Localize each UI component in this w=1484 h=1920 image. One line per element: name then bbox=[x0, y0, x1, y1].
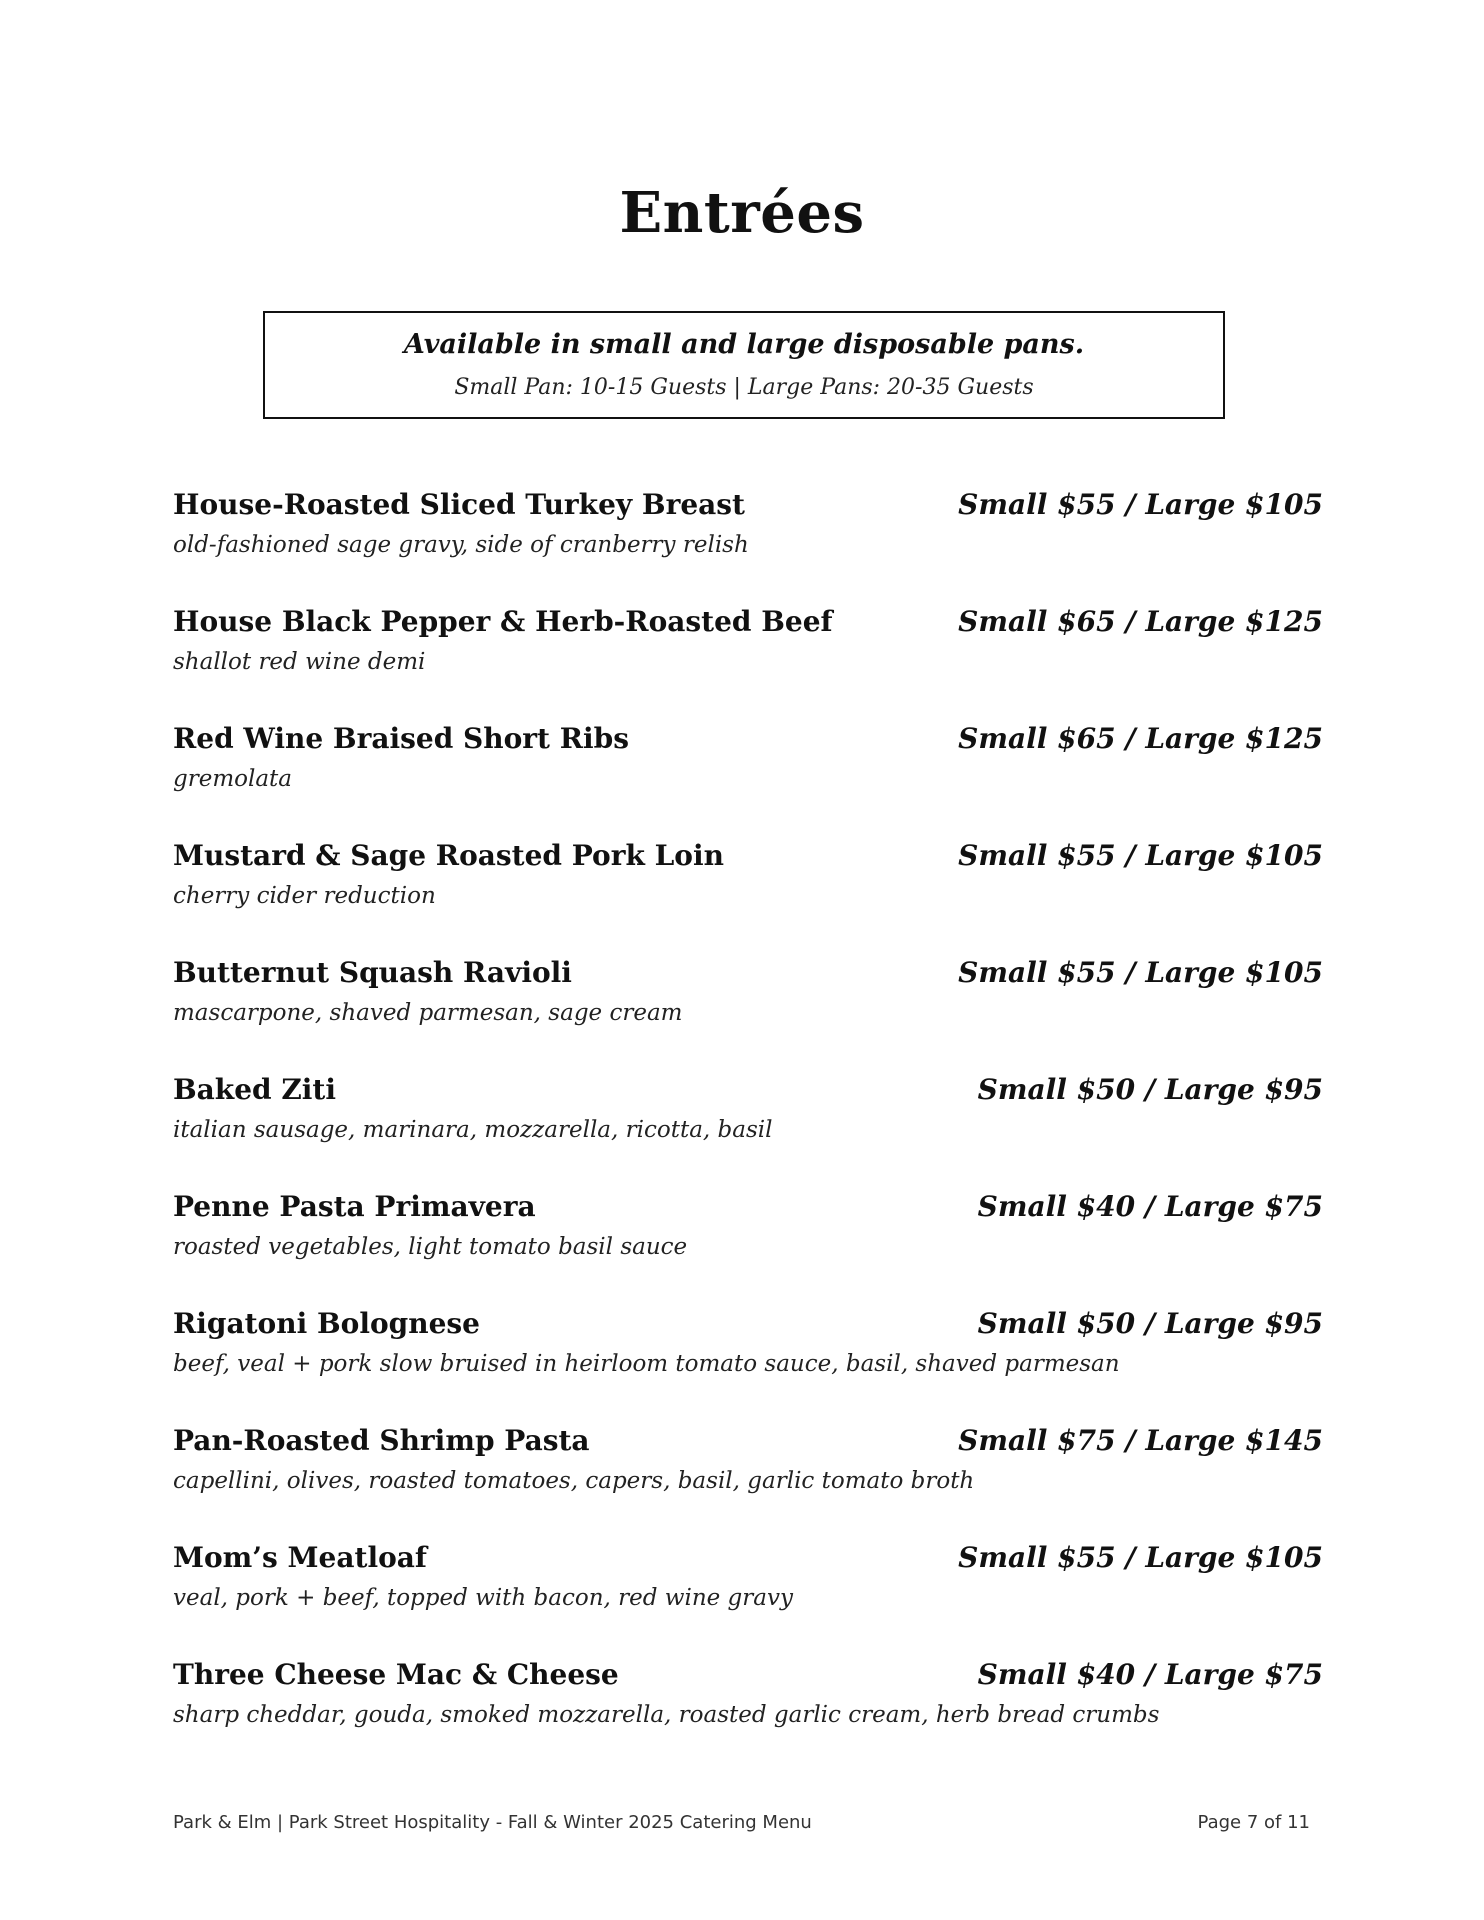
item-name: Penne Pasta Primavera bbox=[173, 1190, 536, 1223]
item-price: Small $55 / Large $105 bbox=[958, 956, 1323, 989]
footer-menu-title: Park & Elm | Park Street Hospitality - Fall & Winter 2025 Catering Menu bbox=[173, 1812, 812, 1833]
menu-item bbox=[173, 1307, 1323, 1424]
footer-page-number: Page 7 of 11 bbox=[1197, 1812, 1310, 1833]
item-price: Small $65 / Large $125 bbox=[958, 605, 1323, 638]
item-name: Rigatoni Bolognese bbox=[173, 1307, 480, 1340]
notice-main: Available in small and large disposable pans. bbox=[403, 329, 1085, 360]
item-price: Small $65 / Large $125 bbox=[958, 722, 1323, 755]
item-price: Small $40 / Large $75 bbox=[977, 1658, 1323, 1691]
item-description: veal, pork + beef, topped with bacon, red wine gravy bbox=[173, 1585, 793, 1611]
item-price: Small $55 / Large $105 bbox=[958, 488, 1323, 521]
item-name: Pan-Roasted Shrimp Pasta bbox=[173, 1424, 590, 1457]
page-title: Entrées bbox=[619, 180, 865, 246]
item-description: beef, veal + pork slow bruised in heirloom tomato sauce, basil, shaved parmesan bbox=[173, 1351, 1120, 1377]
item-description: old-fashioned sage gravy, side of cranberry relish bbox=[173, 532, 749, 558]
item-price: Small $75 / Large $145 bbox=[958, 1424, 1323, 1457]
menu-item bbox=[173, 1658, 1323, 1775]
menu-item bbox=[173, 839, 1323, 956]
menu-item bbox=[173, 722, 1323, 839]
item-name: Mustard & Sage Roasted Pork Loin bbox=[173, 839, 724, 872]
item-price: Small $40 / Large $75 bbox=[977, 1190, 1323, 1223]
menu-item bbox=[173, 1073, 1323, 1190]
item-name: Baked Ziti bbox=[173, 1073, 336, 1106]
item-description: capellini, olives, roasted tomatoes, capers, basil, garlic tomato broth bbox=[173, 1468, 975, 1494]
item-name: Red Wine Braised Short Ribs bbox=[173, 722, 629, 755]
item-description: cherry cider reduction bbox=[173, 883, 436, 909]
menu-item bbox=[173, 1541, 1323, 1658]
item-name: Mom’s Meatloaf bbox=[173, 1541, 427, 1574]
item-price: Small $50 / Large $95 bbox=[977, 1073, 1323, 1106]
menu-item bbox=[173, 1424, 1323, 1541]
pan-size-notice bbox=[263, 311, 1225, 419]
menu-item bbox=[173, 605, 1323, 722]
item-description: roasted vegetables, light tomato basil sauce bbox=[173, 1234, 688, 1260]
item-description: gremolata bbox=[173, 766, 293, 792]
menu-item bbox=[173, 488, 1323, 605]
item-description: mascarpone, shaved parmesan, sage cream bbox=[173, 1000, 683, 1026]
item-description: sharp cheddar, gouda, smoked mozzarella, roasted garlic cream, herb bread crumbs bbox=[173, 1702, 1160, 1728]
item-name: House-Roasted Sliced Turkey Breast bbox=[173, 488, 745, 521]
item-name: House Black Pepper & Herb-Roasted Beef bbox=[173, 605, 833, 638]
item-price: Small $50 / Large $95 bbox=[977, 1307, 1323, 1340]
item-name: Butternut Squash Ravioli bbox=[173, 956, 572, 989]
item-price: Small $55 / Large $105 bbox=[958, 1541, 1323, 1574]
item-name: Three Cheese Mac & Cheese bbox=[173, 1658, 619, 1691]
notice-sub: Small Pan: 10-15 Guests | Large Pans: 20-35 Guests bbox=[454, 375, 1034, 400]
item-description: italian sausage, marinara, mozzarella, ricotta, basil bbox=[173, 1117, 773, 1143]
item-description: shallot red wine demi bbox=[173, 649, 426, 675]
menu-list bbox=[173, 488, 1323, 1775]
item-price: Small $55 / Large $105 bbox=[958, 839, 1323, 872]
menu-item bbox=[173, 1190, 1323, 1307]
menu-item bbox=[173, 956, 1323, 1073]
